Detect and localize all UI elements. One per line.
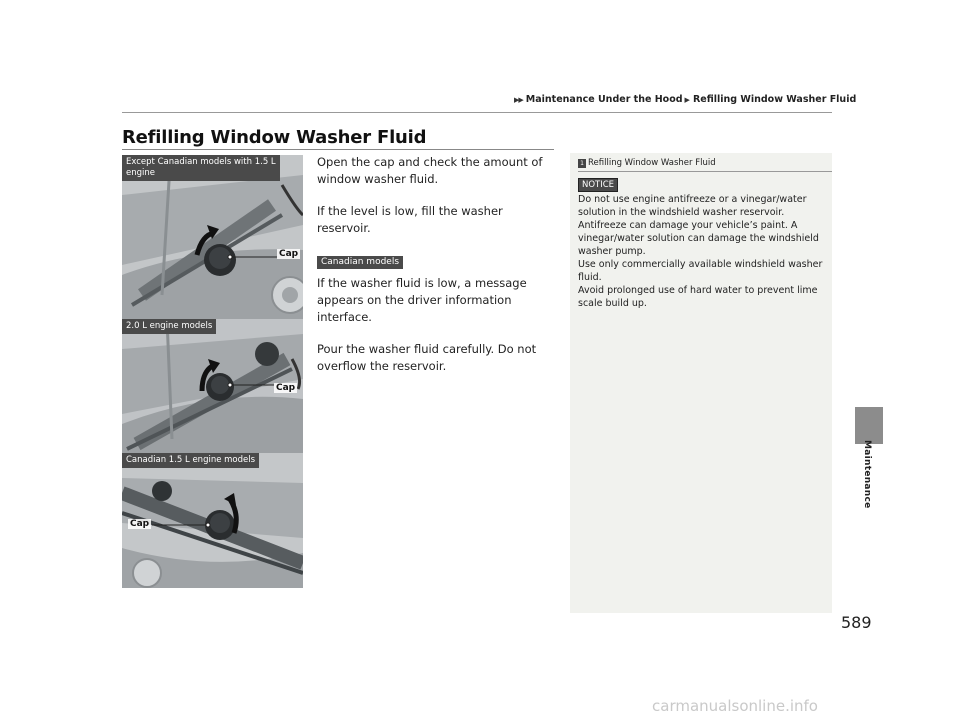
note-divider	[578, 171, 832, 172]
breadcrumb	[514, 94, 856, 105]
note-ref-number: 1	[578, 159, 586, 168]
page-title: Refilling Window Washer Fluid	[122, 127, 427, 148]
figure-1-label: Except Canadian models with 1.5 L engine	[122, 155, 280, 181]
instruction-open-cap: Open the cap and check the amount of window washer fluid.	[317, 155, 543, 186]
note-text	[578, 193, 823, 310]
section-tab	[855, 407, 883, 444]
breadcrumb-page: Refilling Window Washer Fluid	[692, 94, 857, 105]
note-line: Use only commercially available windshield washer fluid.	[578, 259, 823, 283]
note-line: Avoid prolonged use of hard water to prevent lime scale build up.	[578, 285, 818, 309]
figure-3	[122, 453, 303, 588]
figure-2-label: 2.0 L engine models	[122, 319, 216, 334]
arrow-icon: ▶	[684, 95, 690, 104]
notice-badge: NOTICE	[578, 178, 618, 192]
figure-1	[122, 155, 303, 319]
figure-2	[122, 319, 303, 453]
note-title: Refilling Window Washer Fluid	[588, 158, 716, 168]
instruction-pour: Pour the washer fluid carefully. Do not overflow the reservoir.	[317, 342, 537, 373]
note-line: Do not use engine antifreeze or a vinegar/water solution in the windshield washer reservoir.	[578, 194, 807, 218]
section-tab-label: Maintenance	[862, 440, 872, 509]
breadcrumb-section[interactable]: Maintenance Under the Hood	[525, 94, 683, 105]
page-number: 589	[841, 613, 872, 632]
watermark: carmanualsonline.info	[652, 697, 818, 715]
title-divider	[122, 149, 554, 150]
canadian-models-badge: Canadian models	[317, 256, 403, 269]
figure-2-callout: Cap	[276, 383, 296, 393]
double-arrow-icon: ▶▶	[514, 95, 523, 104]
instructions	[317, 154, 555, 390]
note-header	[578, 158, 716, 168]
figure-3-label: Canadian 1.5 L engine models	[122, 453, 259, 468]
figure-1-callout: Cap	[279, 249, 299, 259]
instruction-message: If the washer fluid is low, a message appears on the driver information interface.	[317, 276, 527, 324]
instruction-fill: If the level is low, fill the washer reservoir.	[317, 204, 503, 235]
figure-3-callout: Cap	[130, 519, 150, 529]
header-divider	[122, 112, 832, 113]
note-line: Antifreeze can damage your vehicle’s paint. A vinegar/water solution can damage the windshield washer pump.	[578, 220, 819, 257]
